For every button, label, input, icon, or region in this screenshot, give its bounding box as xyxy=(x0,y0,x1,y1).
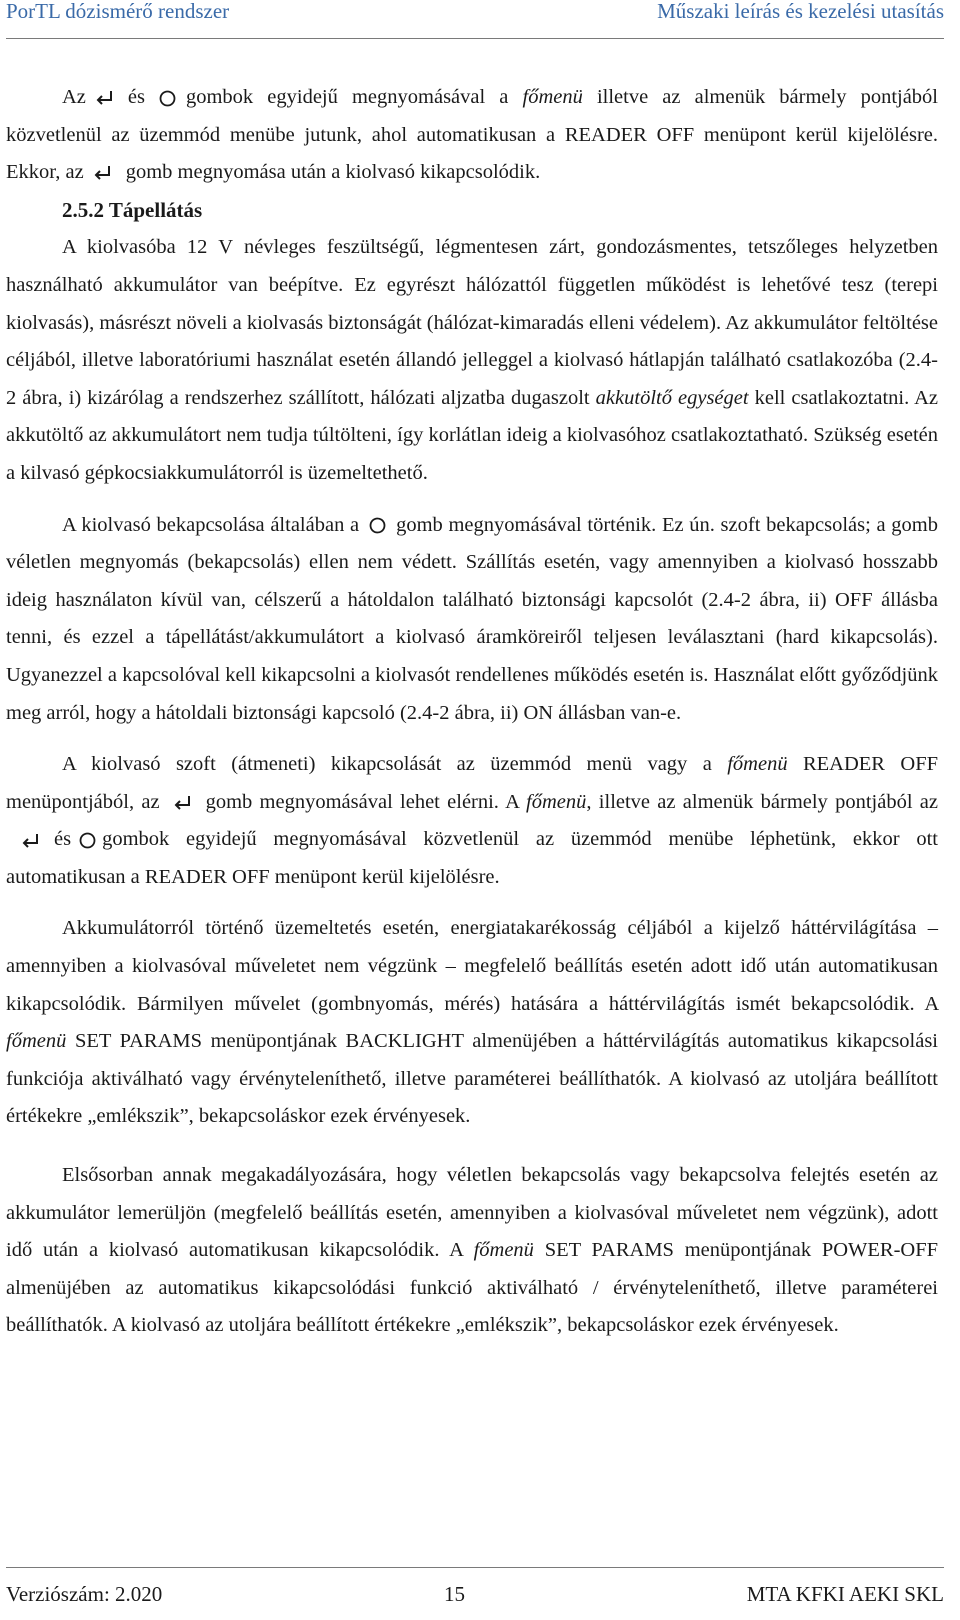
enter-key-icon xyxy=(22,833,40,849)
text-run: Akkumulátorról történő üzemeltetés esetén, energiatakarékosság céljából a kijelző háttérvilágítása – amennyiben a kiolvasóval műveletet nem végzünk – megfelelő beállítás esetén adott idő után automatikusan kikapcsolódik. Bármilyen művelet (gombnyomás, mérés) hatására a háttérvilágítás ismét bekapcsolódik. A xyxy=(6,917,938,1015)
emphasis-fomenu: főmenü xyxy=(6,1030,67,1053)
emphasis-fomenu: főmenü xyxy=(522,86,583,108)
text-run: A kiolvasó bekapcsolása általában a xyxy=(62,513,360,536)
text-run: gomb megnyomásával lehet elérni. A xyxy=(205,790,519,813)
paragraph-soft-off xyxy=(6,746,938,896)
text-run: A kiolvasóba 12 V névleges feszültségű, légmentesen zárt, gondozásmentes, tetszőleges helyzetben használható akkumulátor van beépítve. Ez egyrészt hálózattól független működést is lehetővé tesz (terepi kiolvasás), másrészt növeli a kiolvasás biztonságát (hálózat-kimaradás elleni védelem). Az akkumulátor feltöltése céljából, illetve laboratóriumi használat esetén állandó jelleggel a kiolvasó hátlapján található csatlakozóba (2.4-2 ábra, i) kizárólag a rendszerhez szállított, hálózati aljzatba dugaszolt xyxy=(6,236,938,409)
circle-button-icon xyxy=(159,90,176,107)
header-document-title: PorTL dózismérő rendszer xyxy=(6,0,230,23)
text-run: gombok egyidejű megnyomásával közvetlenül az üzemmód menübe léphetünk, ekkor ott automatikusan a READER OFF menüpont kerül kijelölésre. xyxy=(6,828,938,888)
document-body xyxy=(6,79,938,1345)
section-number: 2.5.2 xyxy=(62,197,104,222)
paragraph-power-on xyxy=(6,507,938,733)
section-heading xyxy=(6,192,938,230)
text-run: A kiolvasó szoft (átmeneti) kikapcsolását az üzemmód menü vagy a xyxy=(62,753,712,776)
text-run: és xyxy=(127,86,145,108)
footer-page-number: 15 xyxy=(444,1581,466,1606)
text-run: SET PARAMS menüpontjának BACKLIGHT almenüjében a háttérvilágítás automatikus kikapcsolási funkciója aktiválható vagy érvényteleníthető, illetve paraméterei beállíthatók. A kiolvasó az utoljára beállított értékekre „emlékszik”, bekapcsoláskor ezek érvényesek. xyxy=(6,1030,938,1128)
text-run: Az xyxy=(62,86,86,108)
footer-version: Verziószám: 2.020 xyxy=(6,1581,163,1606)
section-title: Tápellátás xyxy=(108,197,203,222)
paragraph-reader-off-shortcut xyxy=(6,79,938,192)
text-run: illetve az almenük bármely pontjából közvetlenül az üzemmód menübe jutunk, ahol automatikusan a READER OFF menüpont kerül kijelölésre. Ekkor, az xyxy=(6,86,939,184)
enter-key-icon xyxy=(174,795,192,811)
header-section-title: Műszaki leírás és kezelési utasítás xyxy=(657,0,944,23)
text-run: és xyxy=(54,828,72,851)
text-run: gombok egyidejű megnyomásával a xyxy=(185,86,509,108)
page-footer xyxy=(6,1567,944,1620)
emphasis-fomenu: főmenü xyxy=(526,790,587,813)
emphasis-fomenu: főmenü xyxy=(727,753,788,776)
enter-key-icon xyxy=(96,90,114,106)
footer-organization: MTA KFKI AEKI SKL xyxy=(746,1581,944,1606)
text-run: SET PARAMS menüpontjának POWER-OFF almenüjében az automatikus kikapcsolódási funkció aktiválható / érvényteleníthető, illetve paraméterei beállíthatók. A kiolvasó az utoljára beállított értékekre „emlékszik”, bekapcsoláskor ezek érvényesek. xyxy=(6,1239,939,1337)
text-run: gomb megnyomása után a kiolvasó kikapcsolódik. xyxy=(125,161,541,184)
enter-key-icon xyxy=(94,165,112,181)
circle-button-icon xyxy=(369,517,386,534)
emphasis-charger-unit: akkutöltő egységet xyxy=(595,386,749,409)
text-run: READER OFF menüpontjából, az xyxy=(6,753,938,813)
emphasis-fomenu: főmenü xyxy=(473,1239,534,1262)
paragraph-battery xyxy=(6,229,938,492)
text-run: kell csatlakoztatni. Az akkutöltő az akkumulátort nem tudja túltölteni, így korlátlan ideig a kiolvasóhoz csatlakoztatható. Szükség esetén a kilvasó gépkocsiakkumulátorról is üzemeltethető. xyxy=(6,386,939,484)
page-header xyxy=(6,0,944,39)
text-run: , illetve az almenük bármely pontjából az xyxy=(586,790,938,813)
text-run: Elsősorban annak megakadályozására, hogy véletlen bekapcsolás vagy bekapcsolva felejtés esetén az akkumulátor lemerüljön (megfelelő beállítás esetén, amennyiben a kiolvasóval műveletet nem végzünk), adott idő után a kiolvasó automatikusan kikapcsolódik. A xyxy=(6,1164,938,1262)
text-run: gomb megnyomásával történik. Ez ún. szoft bekapcsolás; a gomb véletlen megnyomás (bekapcsolás) ellen nem védett. Szállítás esetén, vagy amennyiben a kiolvasó hosszabb ideig használaton kívül van, célszerű a hátoldalon található biztonsági kapcsolót (2.4-2 ábra, ii) OFF állásba tenni, és ezzel a tápellátást/akkumulátort a kiolvasó áramköreiről teljesen leválasztani (hard kikapcsolás). Ugyanezzel a kapcsolóval kell kikapcsolni a kiolvasót rendellenes működés esetén is. Használat előtt győződjünk meg arról, hogy a hátoldali biztonsági kapcsoló (2.4-2 ábra, ii) ON állásban van-e. xyxy=(6,513,938,724)
paragraph-backlight xyxy=(6,910,938,1136)
circle-button-icon xyxy=(79,832,96,849)
paragraph-power-off xyxy=(6,1157,938,1345)
